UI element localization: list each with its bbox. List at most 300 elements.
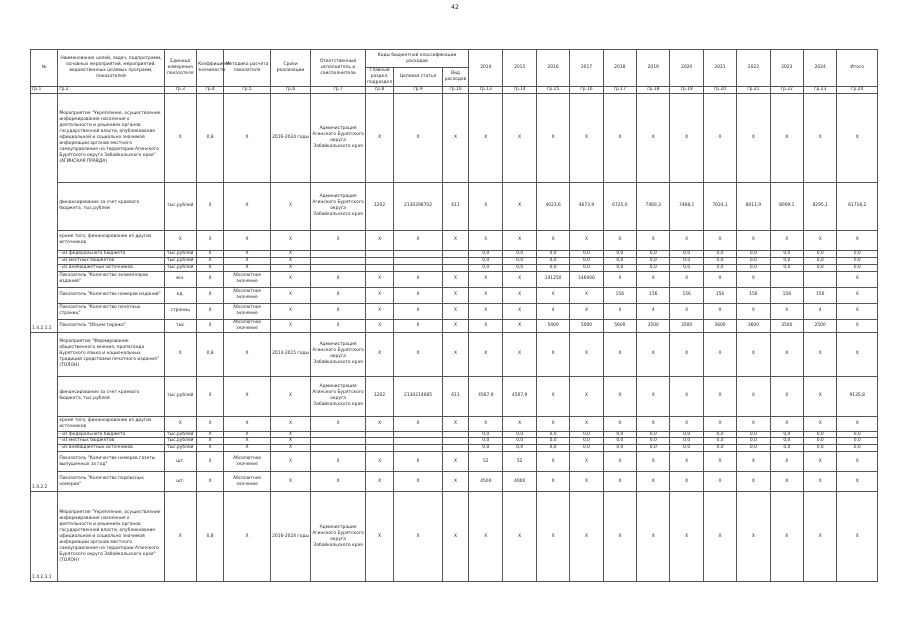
table-cell: X (503, 230, 536, 250)
table-row (31, 257, 878, 264)
table-cell: 4023,6 (536, 182, 569, 230)
table-cell: X (224, 492, 271, 582)
table-cell: X (469, 332, 503, 376)
table-cell: X (670, 452, 703, 472)
table-cell: X (670, 376, 703, 416)
table-cell: X (837, 230, 878, 250)
row-name-cell: - из федерального бюджета (58, 250, 164, 257)
header-responsible: Ответственный исполнитель и соисполнители (311, 50, 366, 87)
table-cell: X (442, 472, 468, 492)
table-cell: 0,0 (603, 257, 636, 264)
table-cell (365, 438, 393, 445)
table-cell: 0,0 (570, 431, 603, 438)
table-cell: X (536, 416, 569, 431)
table-cell: 0,0 (837, 257, 878, 264)
table-cell: X (804, 416, 837, 431)
table-cell: X (224, 93, 271, 182)
table-cell: X (804, 332, 837, 376)
header-vr: Вид расходов (442, 68, 468, 87)
table-cell: 6725,0 (603, 182, 636, 230)
table-cell: 0,0 (503, 431, 536, 438)
table-cell: X (442, 303, 468, 319)
table-cell: 0,0 (770, 431, 803, 438)
table-cell (365, 445, 393, 452)
table-cell: X (196, 319, 223, 332)
table-cell: 4000 (503, 472, 536, 492)
table-cell: X (365, 332, 393, 376)
table-cell: X (394, 332, 443, 376)
table-cell: X (442, 271, 468, 287)
table-cell: 0,0 (837, 438, 878, 445)
table-row (31, 376, 878, 416)
table-cell: 0,0 (603, 445, 636, 452)
table-cell: Абсолютное значение (224, 287, 271, 303)
table-cell: 0,0 (737, 431, 770, 438)
table-cell: 0,0 (469, 445, 503, 452)
table-cell: X (442, 416, 468, 431)
table-cell: тыс.рублей (164, 257, 196, 264)
table-cell: X (503, 182, 536, 230)
table-row (31, 93, 878, 182)
row-name-cell: Показатель "Количество номеров изданий" (58, 287, 164, 303)
table-cell: 3500 (770, 319, 803, 332)
table-row (31, 438, 878, 445)
table-cell: X (637, 492, 670, 582)
item-code-cell: 1.4.2.3.1 (31, 492, 58, 582)
column-number: гр.21 (737, 86, 770, 93)
table-cell: X (164, 416, 196, 431)
table-cell (394, 257, 443, 264)
table-cell: X (737, 492, 770, 582)
table-cell: X (469, 416, 503, 431)
table-cell: 611 (442, 376, 468, 416)
table-cell: X (503, 492, 536, 582)
table-cell: Администрация Агинского Бурятского округа Забайкальского края (311, 332, 366, 376)
table-cell: X (469, 271, 503, 287)
table-row (31, 182, 878, 230)
table-cell: 0,0 (637, 257, 670, 264)
table-cell: X (703, 332, 736, 376)
table-cell (311, 438, 366, 445)
column-number: гр.4 (196, 86, 223, 93)
table-cell: 0,0 (837, 250, 878, 257)
row-name-cell: Мероприятие "Укрепление, осуществление информирования населения о деятельности и решениях органов государственной власти, опубликование официальной и социально значимой информации органов местного самоуправления на территории Агинского Бурятского округа Забайкальского края" (ТОЛОН) (58, 492, 164, 582)
table-cell: X (603, 472, 636, 492)
table-cell: Абсолютное значение (224, 319, 271, 332)
table-cell: 0,0 (469, 431, 503, 438)
table-row (31, 445, 878, 452)
table-cell: X (703, 230, 736, 250)
table-cell: X (224, 250, 271, 257)
table-cell: тыс.рублей (164, 182, 196, 230)
table-cell: 0,0 (637, 438, 670, 445)
table-cell: 0,0 (770, 264, 803, 271)
table-cell: X (503, 332, 536, 376)
row-name-cell: - из внебюджетных источников (58, 264, 164, 271)
table-cell: X (703, 271, 736, 287)
table-cell: X (770, 452, 803, 472)
table-cell: X (270, 182, 310, 230)
table-cell: X (637, 332, 670, 376)
table-cell: X (394, 452, 443, 472)
table-cell: 0,0 (536, 445, 569, 452)
table-cell: 156 (637, 287, 670, 303)
table-cell: X (737, 332, 770, 376)
table-cell: 0,0 (670, 250, 703, 257)
table-cell: X (637, 472, 670, 492)
row-name-cell: кроме того, финансирование из других источников (58, 416, 164, 431)
table-cell: X (164, 230, 196, 250)
table-cell (394, 264, 443, 271)
table-cell: X (442, 93, 468, 182)
table-cell: X (503, 303, 536, 319)
table-cell: X (837, 303, 878, 319)
table-cell (804, 271, 837, 287)
table-cell: 0,0 (837, 445, 878, 452)
table-cell: X (270, 230, 310, 250)
table-cell: 0,0 (770, 250, 803, 257)
item-code-cell: 1.4.2.2 (31, 332, 58, 492)
table-cell (311, 250, 366, 257)
table-cell: X (670, 332, 703, 376)
table-cell: 4567,9 (503, 376, 536, 416)
table-cell: X (670, 230, 703, 250)
header-glav: Главный раздел, подраздел (367, 68, 393, 85)
table-cell (365, 257, 393, 264)
table-cell: X (737, 230, 770, 250)
header-year-2024: 2024 (804, 50, 837, 87)
table-cell: 0,0 (603, 250, 636, 257)
table-cell: X (603, 452, 636, 472)
table-cell: X (503, 271, 536, 287)
table-cell: X (770, 376, 803, 416)
table-cell: X (770, 492, 803, 582)
table-cell: X (804, 492, 837, 582)
table-cell: X (224, 376, 271, 416)
column-number: гр.17 (603, 86, 636, 93)
table-cell: X (394, 303, 443, 319)
column-number: гр.13 (469, 86, 503, 93)
table-cell: 156 (603, 287, 636, 303)
table-cell: X (442, 287, 468, 303)
table-cell: X (637, 93, 670, 182)
table-cell: X (770, 303, 803, 319)
table-cell: X (311, 319, 366, 332)
table-cell: X (196, 230, 223, 250)
table-cell: 1202 (365, 182, 393, 230)
table-cell: X (770, 472, 803, 492)
table-cell: X (670, 416, 703, 431)
table-cell: X (603, 93, 636, 182)
column-number: гр.14 (503, 86, 536, 93)
table-cell: X (536, 452, 569, 472)
table-cell: X (365, 303, 393, 319)
row-name-cell: Мероприятие "Укрепление, осуществление информирования населения о деятельности и решениях органов государственной власти, опубликование официальной и социально значимой информации органов местного самоуправления на территории Агинского Бурятского округа Забайкальского края" (АГИНСКАЯ ПРАВДА) (58, 93, 164, 182)
table-cell: 2500 (804, 319, 837, 332)
table-cell: X (224, 416, 271, 431)
table-row (31, 287, 878, 303)
table-cell: 0,0 (469, 257, 503, 264)
table-cell: 4 (570, 303, 603, 319)
header-year-2014: 2014 (469, 50, 503, 87)
table-cell: 0,0 (670, 445, 703, 452)
table-cell: 0,0 (670, 264, 703, 271)
header-total: Итого (837, 50, 878, 87)
column-number: гр.8 (365, 86, 393, 93)
table-row (31, 416, 878, 431)
table-cell: X (394, 230, 443, 250)
table-cell: X (270, 445, 310, 452)
table-cell: 9135,8 (837, 376, 878, 416)
table-cell (311, 445, 366, 452)
table-cell: 0,0 (737, 445, 770, 452)
table-cell (442, 431, 468, 438)
table-cell: X (637, 452, 670, 472)
table-cell: X (442, 492, 468, 582)
column-number: гр.1 (31, 86, 58, 93)
table-cell: 0,0 (837, 264, 878, 271)
table-cell: 0,0 (536, 438, 569, 445)
column-number: гр.5 (224, 86, 271, 93)
table-cell: X (469, 287, 503, 303)
row-name-cell: Показатель "Количество подписных номеров" (58, 472, 164, 492)
header-year-2016: 2016 (536, 50, 569, 87)
table-cell: X (270, 303, 310, 319)
column-number: гр.22 (770, 86, 803, 93)
table-cell: X (196, 472, 223, 492)
table-cell: X (394, 319, 443, 332)
table-cell: X (670, 472, 703, 492)
table-cell: 0,0 (503, 445, 536, 452)
table-cell: X (703, 472, 736, 492)
table-cell: 4 (637, 303, 670, 319)
table-cell: X (804, 472, 837, 492)
table-cell: X (196, 250, 223, 257)
table-cell: X (603, 376, 636, 416)
table-cell: X (224, 230, 271, 250)
row-name-cell: финансирование за счет краевого бюджета, тыс.рублей (58, 376, 164, 416)
table-cell: X (365, 230, 393, 250)
table-cell: X (837, 271, 878, 287)
row-name-cell: - из внебюджетных источников (58, 445, 164, 452)
row-name-cell: финансирование за счет краевого бюджета, тыс.рублей (58, 182, 164, 230)
column-number: гр.15 (536, 86, 569, 93)
table-cell: X (770, 416, 803, 431)
table-cell: X (536, 93, 569, 182)
table-cell: X (311, 452, 366, 472)
table-cell: X (570, 492, 603, 582)
table-cell: X (469, 492, 503, 582)
table-cell: шт. (164, 452, 196, 472)
table-cell: 156 (703, 287, 736, 303)
table-cell: 0,0 (670, 257, 703, 264)
table-cell: X (442, 452, 468, 472)
table-cell: X (224, 182, 271, 230)
table-cell: 0,0 (703, 250, 736, 257)
table-cell: 0,0 (804, 250, 837, 257)
table-cell: 0,8 (196, 332, 223, 376)
table-cell: X (703, 376, 736, 416)
table-cell: X (224, 438, 271, 445)
table-cell: X (164, 332, 196, 376)
table-cell: 0,0 (469, 264, 503, 271)
table-cell: 4 (804, 303, 837, 319)
table-cell: X (536, 332, 569, 376)
table-cell: 1202 (365, 376, 393, 416)
column-number: гр.10 (442, 86, 468, 93)
table-cell: X (637, 416, 670, 431)
table-cell: 0,0 (469, 250, 503, 257)
table-cell: 0,0 (804, 438, 837, 445)
table-cell: экз. (164, 271, 196, 287)
table-cell: 0,0 (637, 431, 670, 438)
table-row (31, 332, 878, 376)
table-cell: X (311, 303, 366, 319)
table-cell: X (196, 264, 223, 271)
table-cell: X (837, 472, 878, 492)
table-cell: X (394, 472, 443, 492)
table-cell: 5400 (536, 319, 569, 332)
table-cell: X (196, 376, 223, 416)
table-cell: 611 (442, 182, 468, 230)
table-cell: 2016-2024 годы (270, 492, 310, 582)
table-cell: X (469, 182, 503, 230)
header-year-2020: 2020 (670, 50, 703, 87)
table-cell: Абсолютное значение (224, 472, 271, 492)
table-cell: X (196, 445, 223, 452)
column-number-row (31, 86, 878, 93)
table-cell: X (270, 472, 310, 492)
column-number: гр.19 (670, 86, 703, 93)
table-cell: X (196, 452, 223, 472)
table-cell: X (603, 332, 636, 376)
table-cell: 0,0 (503, 250, 536, 257)
table-cell: X (536, 376, 569, 416)
table-cell: X (365, 93, 393, 182)
table-cell: 0,0 (737, 264, 770, 271)
table-cell (365, 264, 393, 271)
column-number: гр.7 (311, 86, 366, 93)
table-cell: X (637, 376, 670, 416)
table-row (31, 492, 878, 582)
table-cell: X (311, 472, 366, 492)
table-cell: 0,0 (804, 257, 837, 264)
table-cell: 2014-2015 годы (270, 332, 310, 376)
table-cell (442, 257, 468, 264)
column-number: гр.3 (164, 86, 196, 93)
table-cell: X (365, 452, 393, 472)
table-cell: 2016-2024 годы (270, 93, 310, 182)
table-cell: X (365, 271, 393, 287)
table-cell: 0,0 (603, 264, 636, 271)
table-cell: 0,0 (703, 438, 736, 445)
table-cell: X (442, 230, 468, 250)
table-cell: 7034,1 (703, 182, 736, 230)
table-cell (442, 445, 468, 452)
row-name-cell: Показатель "Объем тиража" (58, 319, 164, 332)
table-cell: 0,0 (469, 438, 503, 445)
table-cell: X (270, 452, 310, 472)
table-cell: X (311, 287, 366, 303)
table-cell: X (637, 230, 670, 250)
table-cell: X (804, 93, 837, 182)
table-cell: 0,0 (570, 257, 603, 264)
column-number: гр.24 (837, 86, 878, 93)
table-cell: 0,0 (570, 445, 603, 452)
table-cell: 0,0 (536, 250, 569, 257)
table-row (31, 264, 878, 271)
row-name-cell: - из федерального бюджета (58, 431, 164, 438)
table-cell: 0,0 (837, 431, 878, 438)
table-cell: 0,8 (196, 492, 223, 582)
table-cell: X (394, 416, 443, 431)
header-year-2017: 2017 (570, 50, 603, 87)
table-cell (394, 431, 443, 438)
table-cell: X (503, 319, 536, 332)
column-number: гр.20 (703, 86, 736, 93)
table-cell: X (570, 332, 603, 376)
column-number: гр.9 (394, 86, 443, 93)
table-cell: X (224, 257, 271, 264)
table-cell: 3500 (670, 319, 703, 332)
table-cell: X (536, 472, 569, 492)
row-name-cell: кроме того, финансирование из других источников (58, 230, 164, 250)
table-cell: X (164, 492, 196, 582)
table-cell: X (536, 492, 569, 582)
table-cell: 0,0 (503, 257, 536, 264)
header-year-2022: 2022 (737, 50, 770, 87)
table-cell: 2130298702 (394, 182, 443, 230)
table-cell: ед. (164, 287, 196, 303)
table-cell: X (442, 319, 468, 332)
table-cell: 0,0 (804, 264, 837, 271)
row-name-cell: Показатель "Количество экземпляров изданий" (58, 271, 164, 287)
table-cell: тыс.рублей (164, 431, 196, 438)
table-cell: 7468,1 (670, 182, 703, 230)
table-cell: X (570, 287, 603, 303)
table-cell: X (270, 250, 310, 257)
table-cell: X (570, 472, 603, 492)
table-cell: Абсолютное значение (224, 303, 271, 319)
table-cell: тыс (164, 319, 196, 332)
table-row (31, 319, 878, 332)
table-cell: 4 (536, 303, 569, 319)
table-cell: X (270, 416, 310, 431)
header-coef: Коэффициент значимости (196, 50, 223, 87)
table-cell: X (503, 93, 536, 182)
header-name: Наименование целей, задач, подпрограмм, основных мероприятий, мероприятий, ведомственных целевых программ, показателей (58, 50, 164, 87)
table-cell: X (570, 376, 603, 416)
table-cell: 3600 (703, 319, 736, 332)
table-cell: 8011,9 (737, 182, 770, 230)
table-cell: X (603, 230, 636, 250)
table-cell: 0,0 (804, 445, 837, 452)
table-cell: 4 (603, 303, 636, 319)
table-cell: X (837, 93, 878, 182)
table-cell: X (394, 93, 443, 182)
table-cell: 0,0 (703, 257, 736, 264)
table-cell: Администрация Агинского Бурятского округа Забайкальского края (311, 492, 366, 582)
table-cell: 0,0 (737, 257, 770, 264)
table-cell: 8295,1 (804, 182, 837, 230)
table-row (31, 230, 878, 250)
table-cell: X (603, 271, 636, 287)
budget-table-wrapper (30, 49, 878, 582)
column-number: гр.16 (570, 86, 603, 93)
table-cell: X (804, 230, 837, 250)
table-cell: X (270, 431, 310, 438)
table-cell: X (670, 271, 703, 287)
